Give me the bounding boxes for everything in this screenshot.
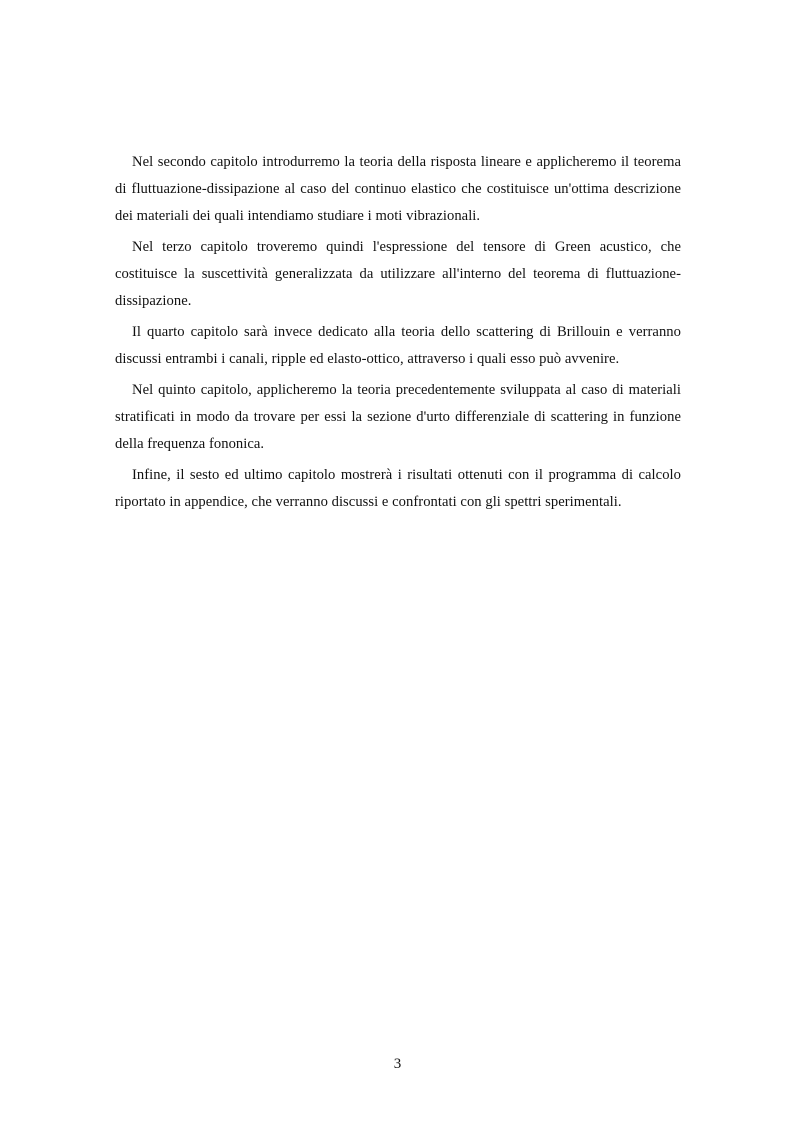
paragraph-chapter-4: Il quarto capitolo sarà invece dedicato alla teoria dello scattering di Brillouin e verranno discussi entrambi i canali, ripple ed elasto-ottico, attraverso i quali esso può avvenire. — [115, 324, 681, 367]
paragraph-chapter-6: Infine, il sesto ed ultimo capitolo mostrerà i risultati ottenuti con il programma di calcolo riportato in appendice, che verranno discussi e confrontati con gli spettri sperimentali. — [115, 467, 681, 510]
paragraph-chapter-5: Nel quinto capitolo, applicheremo la teoria precedentemente sviluppata al caso di materiali stratificati in modo da trovare per essi la sezione d'urto differenziale di scattering in funzione della frequenza fononica. — [115, 382, 681, 452]
page-number: 3 — [393, 1056, 402, 1072]
paragraph-chapter-2: Nel secondo capitolo introdurremo la teoria della risposta lineare e applicheremo il teorema di fluttuazione-dissipazione al caso del continuo elastico che costituisce un'ottima descrizione dei materiali dei quali intendiamo studiare i moti vibrazionali. — [115, 154, 681, 224]
paragraph-chapter-3: Nel terzo capitolo troveremo quindi l'espressione del tensore di Green acustico, che costituisce la suscettività generalizzata da utilizzare all'interno del teorema di fluttuazione-dissipazione. — [115, 239, 681, 309]
body-text — [115, 149, 681, 520]
